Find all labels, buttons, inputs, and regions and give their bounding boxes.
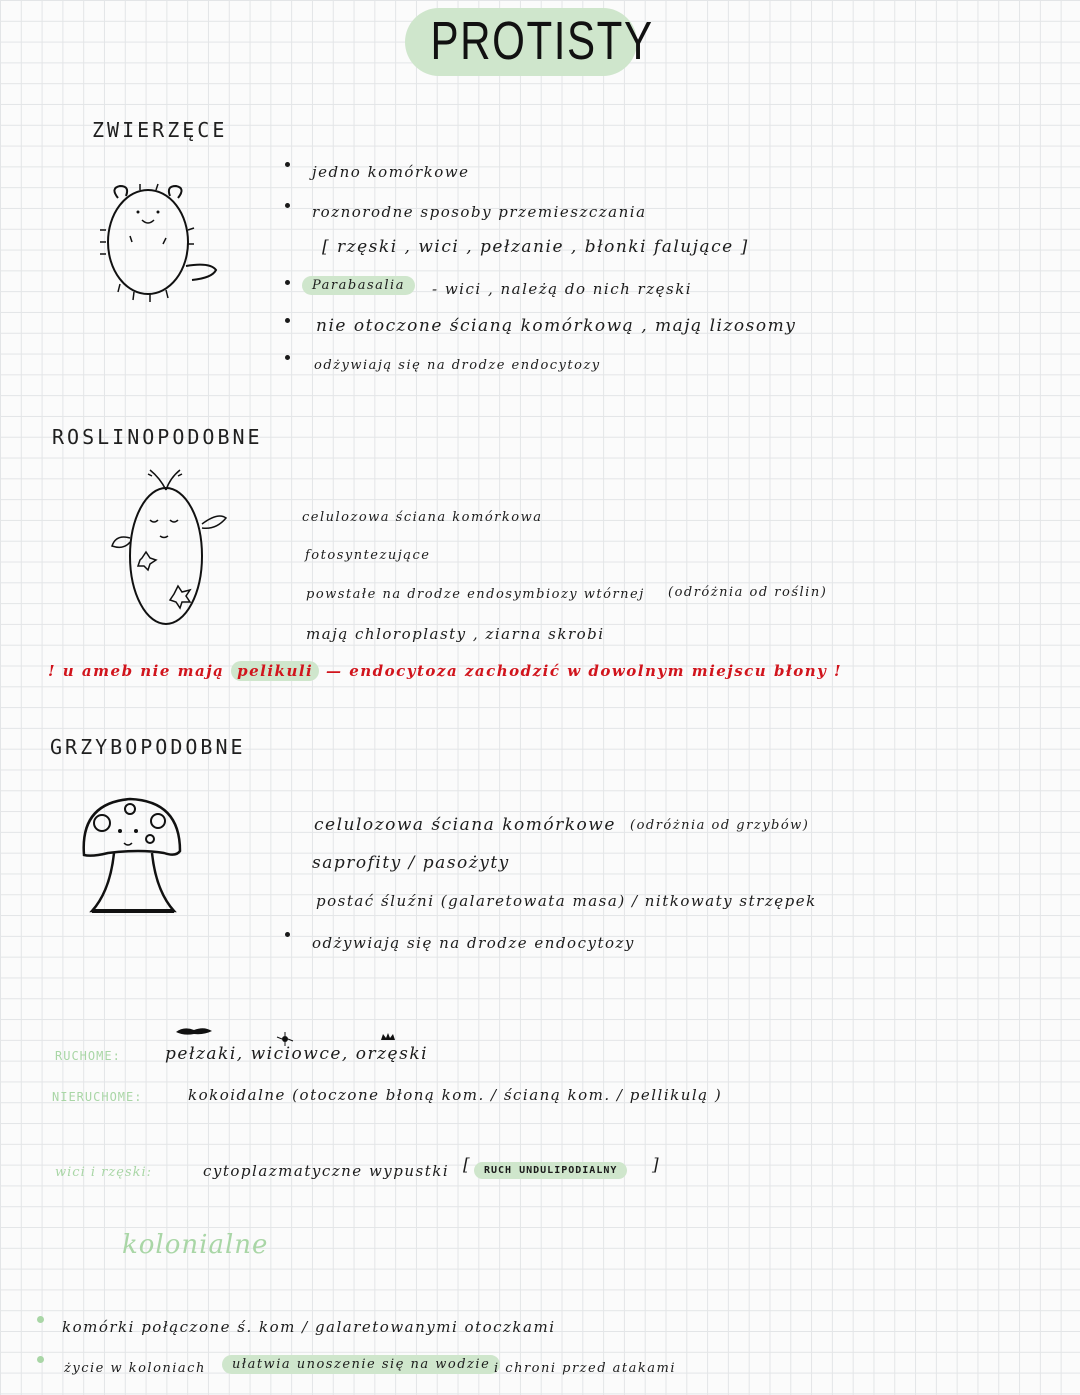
side-note: (odróżnia od grzybów) <box>630 818 810 833</box>
nieruchome-text: kokoidalne (otoczone błoną kom. / ścianą kom. / pellikulą ) <box>188 1086 723 1104</box>
plant-cell-doodle-icon <box>108 468 228 628</box>
red-note-highlight: pelikuli <box>231 661 319 681</box>
bullet-dot <box>285 318 290 323</box>
bullet-dot <box>285 162 290 167</box>
bullet-dot-green <box>37 1356 44 1363</box>
bullet-text: - wici , należą do nich rzęski <box>432 280 693 298</box>
wici-text: cytoplazmatyczne wypustki <box>203 1162 450 1180</box>
red-warning-note <box>48 662 842 680</box>
bullet-text: roznorodne sposoby przemieszczania <box>312 203 647 221</box>
kolonialne-highlight-1: ułatwia unoszenie się na wodzie <box>222 1355 500 1374</box>
section-heading-roslinopodobne: ROSLINOPODOBNE <box>52 425 263 449</box>
bullet-text: saprofity / pasożyty <box>312 853 510 873</box>
highlight-parabasalia: Parabasalia <box>302 276 415 295</box>
ruchome-label: RUCHOME: <box>55 1049 121 1063</box>
nieruchome-label: NIERUCHOME: <box>52 1090 143 1104</box>
bracket-close: ] <box>652 1155 661 1175</box>
hedgehog-doodle-icon <box>100 180 230 310</box>
bullet-text: celulozowa ściana komórkowa <box>302 510 543 525</box>
bullet-text: powstałe na drodze endosymbiozy wtórnej <box>306 587 645 602</box>
title-block <box>405 0 654 82</box>
bullet-dot-green <box>37 1316 44 1323</box>
ruch-undulipodialny-pill: RUCH UNDULIPODIALNY <box>474 1162 627 1179</box>
bullet-text: mają chloroplasty , ziarna skrobi <box>306 625 605 643</box>
bullet-text: odżywiają się na drodze endocytozy <box>312 934 635 952</box>
bullet-text: odżywiają się na drodze endocytozy <box>314 358 601 373</box>
bullet-dot <box>285 355 290 360</box>
bullet-text: jedno komórkowe <box>312 163 470 181</box>
mushroom-doodle-icon <box>80 795 190 920</box>
wici-label: wici i rzęski: <box>55 1165 152 1180</box>
section-heading-zwierzece: ZWIERZĘCE <box>92 118 228 142</box>
bullet-text: celulozowa ściana komórkowe <box>314 815 616 835</box>
red-note-suffix: — endocytoza zachodzić w dowolnym miejscu błony ! <box>325 662 843 680</box>
bullet-text: fotosyntezujące <box>305 548 431 563</box>
kolonialne-tail: i chroni przed atakami <box>494 1361 677 1376</box>
bullet-dot <box>285 203 290 208</box>
bullet-text: komórki połączone ś. kom / galaretowanymi otoczkami <box>62 1318 556 1336</box>
ciliate-icon <box>380 1032 396 1042</box>
red-note-prefix: ! u ameb nie mają <box>48 662 225 680</box>
amoeba-icon <box>174 1026 214 1036</box>
bracket-open: [ <box>463 1155 472 1175</box>
bullet-dot <box>285 280 290 285</box>
section-heading-grzybopodobne: GRZYBOPODOBNE <box>50 735 246 759</box>
bullet-text: postać śluźni (galaretowata masa) / nitkowaty strzępek <box>316 892 817 910</box>
kolonialne-heading: kolonialne <box>122 1230 269 1260</box>
page-title: PROTISTY <box>430 11 654 71</box>
bullet-text: [ rzęski , wici , pełzanie , błonki falujące ] <box>322 237 749 257</box>
bullet-dot <box>285 932 290 937</box>
side-note: (odróżnia od roślin) <box>668 585 828 600</box>
bullet-text: życie w koloniach <box>64 1361 206 1376</box>
bullet-text: nie otoczone ścianą komórkową , mają lizosomy <box>316 316 797 336</box>
ruchome-text: pełzaki, wiciowce, orzęski <box>165 1044 429 1064</box>
